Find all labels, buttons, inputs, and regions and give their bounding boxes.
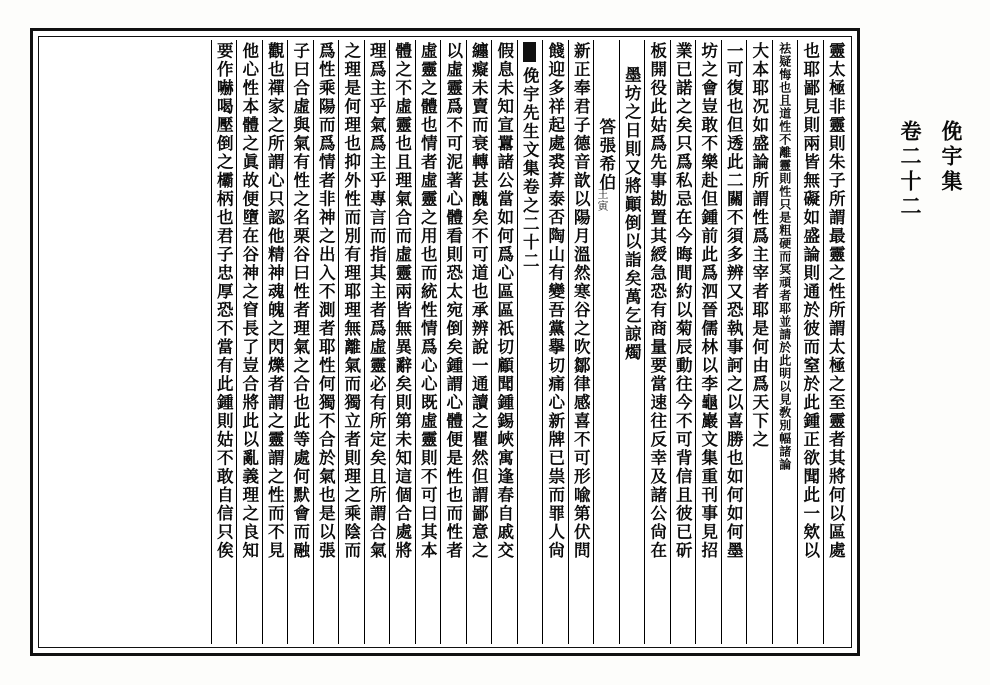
- book-caption: [844, 118, 964, 220]
- text-column: [389, 40, 415, 644]
- reply-heading: 答張希伯: [596, 118, 616, 192]
- text-column: [415, 40, 441, 644]
- text-column: [338, 40, 364, 644]
- column-text: 業已諾之矣只爲私忌在今晦間約以菊辰動往今不可背信且彼已斫: [673, 42, 693, 560]
- reply-note: 王寅: [596, 188, 609, 212]
- text-column: [644, 40, 670, 644]
- text-column: [364, 40, 390, 644]
- column-text: 祛疑悔也且道性不離靈則性只是粗硬而冥頑者耶並請於此明以見敎別幅諸論: [777, 42, 792, 471]
- column-text: 理爲主乎氣爲主乎專言而指其主者爲虛靈必有所定矣且所謂合氣: [367, 42, 387, 560]
- column-text: 餞迎多祥起處裘葊泰否陶山有變吾黨擧切痛心新牌已祟而罪人尙: [545, 42, 565, 560]
- section-title: 俛宇先生文集卷之二十二: [520, 67, 540, 271]
- text-column: [721, 40, 747, 644]
- book-title: 俛宇集: [939, 120, 964, 195]
- text-column: [797, 40, 823, 644]
- text-column: [746, 40, 772, 644]
- column-text: 靈太極非靈則朱子所謂最靈之性所謂太極之至靈者其將何以區處: [826, 42, 846, 560]
- text-column: [440, 40, 466, 644]
- volume-label: 卷二十二: [898, 120, 923, 220]
- column-text: 也耶鄙見則兩皆無礙如盛論則通於彼而窒於此鍾正欲聞此一欸以: [800, 42, 820, 560]
- black-square-mark-icon: [523, 42, 536, 62]
- column-text: 坊之會豈敢不樂赴但鍾前此爲泗晉儒林以李龜巖文集重刊事見招: [698, 42, 718, 560]
- text-column: [262, 40, 288, 644]
- column-text: 以虛靈爲不可泥著心體看則恐太宛倒矣鍾謂心體便是性也而性者: [443, 42, 463, 560]
- column-text: 纏癡未賣而衰轉甚醜矣不可道也承辨說一通讀之瞿然但謂鄙意之: [469, 42, 489, 560]
- column-text: 板開役此姑爲先事勘置其綬急恐有商量要當速往反幸及諸公尙在: [647, 42, 667, 560]
- column-text: 假息未知宣囂諸公當如何爲心區區祇切顧聞鍾錫峽寓逢春自戚交: [494, 42, 514, 560]
- column-text: 爲性乘陽而爲情者非神之出入不測者耶性何獨不合於氣也是以張: [316, 42, 336, 560]
- text-column: [568, 40, 594, 644]
- column-text: 大本耶况如盛論所謂性爲主宰者耶是何由爲天下之: [749, 42, 769, 449]
- page-border-outer: [30, 28, 860, 656]
- text-columns: [42, 40, 848, 644]
- text-column: [772, 40, 798, 644]
- text-column: [619, 40, 645, 644]
- column-text: 體之不虛靈也且理氣合而虛靈兩皆無異辭矣則第未知這個合處將: [392, 42, 412, 560]
- text-column: [287, 40, 313, 644]
- column-text: 他心性本體之眞故便墮在谷神之窅長了豈合將此以亂義理之良知: [239, 42, 259, 560]
- text-column: [542, 40, 568, 644]
- text-column: [313, 40, 339, 644]
- section-title-column: [517, 40, 543, 644]
- column-text: 新正奉君子德音歆以陽月溫然寒谷之吹鄒律感喜不可形喩第伏問: [571, 42, 591, 560]
- column-text: 之理是何理也抑外性而別有理耶理無離氣而獨立者則理之乘陰而: [341, 42, 361, 560]
- text-column: [211, 40, 237, 644]
- text-column: [466, 40, 492, 644]
- text-column: [236, 40, 262, 644]
- column-text: 要作嚇喝壓倒之欛柄也君子忠厚恐不當有此鍾則姑不敢自信只俟: [214, 42, 234, 560]
- column-text: 墨坊之日則又將顚倒以詣矣萬乞諒燭: [622, 66, 642, 362]
- column-text: 子曰合虛與氣有性之名栗谷曰性者理氣之合也此等處何默會而融: [290, 42, 310, 560]
- column-text: 觀也禪家之所謂心只認他精神魂魄之閃爍者謂之靈謂之性而不見: [265, 42, 285, 560]
- text-column: [670, 40, 696, 644]
- column-text: 虛靈之體也情者虛靈之用也而統性情爲心心既虛靈則不可曰其本: [418, 42, 438, 560]
- text-column: [491, 40, 517, 644]
- text-column: [695, 40, 721, 644]
- reply-heading-column: [593, 40, 619, 644]
- column-text: 一可復也但透此二關不須多辨又恐執事訶之以喜勝也如何如何墨: [724, 42, 744, 560]
